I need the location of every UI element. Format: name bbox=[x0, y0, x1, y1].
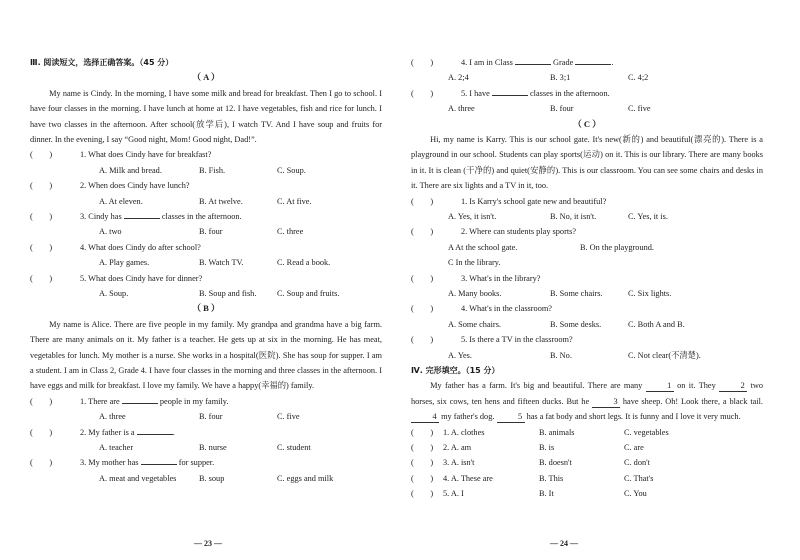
options-b2 bbox=[30, 440, 382, 455]
cloze-text: a fat body and short legs. It is funny and I love it very much. bbox=[539, 412, 741, 422]
question-text-pre: 2. My father is a bbox=[80, 427, 135, 437]
section-3-title: Ⅲ. 阅读短文，选择正确答案。（45 分） bbox=[30, 58, 174, 67]
fill-blank[interactable] bbox=[575, 57, 614, 67]
option-a: A. Soup. bbox=[99, 289, 129, 299]
question-text-post: classes in the afternoon. bbox=[529, 88, 610, 98]
option-c: C. five bbox=[628, 104, 651, 114]
question-text bbox=[80, 394, 382, 409]
cloze-text: has bbox=[526, 412, 538, 422]
question-b5 bbox=[411, 86, 763, 101]
answer-bracket[interactable]: ( ) bbox=[411, 427, 434, 437]
option-a: A. teacher bbox=[99, 443, 134, 453]
section-4-title: Ⅳ. 完形填空。（15 分） bbox=[411, 366, 500, 375]
question-text: 5. What does Cindy have for dinner? bbox=[80, 273, 203, 283]
options-b1 bbox=[30, 409, 382, 424]
option-b: B. four bbox=[199, 227, 223, 237]
question-b2 bbox=[30, 425, 382, 440]
option-b: B. nurse bbox=[199, 443, 227, 453]
option-c: C. Both A and B. bbox=[628, 319, 685, 329]
answer-bracket[interactable]: ( ) bbox=[30, 458, 53, 468]
cloze-blank-5[interactable]: 5 bbox=[497, 412, 525, 423]
options-a1 bbox=[30, 163, 382, 178]
option-c: C. student bbox=[277, 443, 311, 453]
answer-bracket[interactable]: ( ) bbox=[30, 273, 53, 283]
option-c: C. Not clear(不清楚). bbox=[628, 350, 701, 360]
question-a2 bbox=[30, 178, 382, 193]
option-b: B. Some desks. bbox=[550, 319, 602, 329]
option-b: B. It bbox=[539, 489, 554, 499]
cloze-options-5 bbox=[443, 486, 763, 501]
question-text-pre: 5. I have bbox=[461, 88, 490, 98]
question-a5 bbox=[30, 271, 382, 286]
question-text-pre: 3. My mother has bbox=[80, 458, 139, 468]
page-number-right: — 24 — bbox=[550, 539, 578, 548]
cloze-options-1 bbox=[443, 425, 763, 440]
answer-bracket[interactable]: ( ) bbox=[411, 443, 434, 453]
cloze-options-2 bbox=[443, 440, 763, 455]
option-b: B. No, it isn't. bbox=[550, 212, 597, 222]
answer-bracket[interactable]: ( ) bbox=[30, 427, 53, 437]
question-text-post: . bbox=[172, 427, 175, 437]
cloze-passage bbox=[411, 378, 763, 424]
option-b: B. On the playground. bbox=[580, 242, 654, 252]
option-c: C. You bbox=[624, 489, 647, 499]
option-c: C. don't bbox=[624, 458, 650, 468]
option-c: C. are bbox=[624, 443, 644, 453]
page-number-left: — 23 — bbox=[194, 539, 222, 548]
option-b: B. Fish. bbox=[199, 165, 226, 175]
option-a: A. At eleven. bbox=[99, 196, 143, 206]
options-b4 bbox=[411, 70, 763, 85]
cloze-options-4 bbox=[443, 471, 763, 486]
option-a: 5. A. I bbox=[443, 489, 464, 499]
cloze-question-3 bbox=[411, 455, 763, 470]
cloze-question-1 bbox=[411, 425, 763, 440]
option-a: 1. A. clothes bbox=[443, 427, 485, 437]
fill-blank[interactable] bbox=[122, 396, 158, 404]
option-a: A. Yes, it isn't. bbox=[448, 212, 497, 222]
cloze-question-5 bbox=[411, 486, 763, 501]
fill-blank[interactable] bbox=[137, 427, 173, 435]
answer-bracket[interactable]: ( ) bbox=[411, 196, 434, 206]
question-text-post: . bbox=[611, 58, 614, 67]
option-a: A. two bbox=[99, 227, 122, 237]
cloze-blank-2[interactable]: 2 bbox=[719, 381, 747, 392]
options-a4 bbox=[30, 255, 382, 270]
answer-bracket[interactable]: ( ) bbox=[411, 227, 434, 237]
question-text bbox=[80, 209, 382, 224]
cloze-blank-1[interactable]: 1 bbox=[646, 381, 674, 392]
answer-bracket[interactable]: ( ) bbox=[411, 273, 434, 283]
options-b3 bbox=[30, 471, 382, 486]
option-a: A. three bbox=[99, 412, 126, 422]
option-a: A. Some chairs. bbox=[448, 319, 501, 329]
cloze-blank-3[interactable]: 3 bbox=[592, 397, 620, 408]
question-b4 bbox=[411, 55, 763, 70]
question-text-post: for supper. bbox=[178, 458, 215, 468]
cloze-text: They bbox=[698, 381, 716, 391]
options-c1 bbox=[411, 209, 763, 224]
passage-b-text: My name is Alice. There are five people in my family. My grandpa and grandma have a big farm. There are many animals on it. My father is a teacher. He gets up at six in the morning. He has meat, vegetables for lunch. My mother is a nurse. She works in a hospital(医院). She has soup for supper. I am a student. I am in Class 2, Grade 4. I have four classes in the morning and three classes in the afternoon. I have eggs and milk for breakfast. I love my family. We have a happy(幸福的) family. bbox=[30, 319, 382, 391]
option-c: C. five bbox=[277, 412, 300, 422]
option-a: A. 2;4 bbox=[448, 73, 469, 83]
fill-blank[interactable] bbox=[141, 457, 177, 465]
cloze-text: two horses, six cows, ten hens and fifteen ducks. But he bbox=[411, 381, 764, 406]
options-c4 bbox=[411, 317, 763, 332]
options-a2 bbox=[30, 194, 382, 209]
option-b: B. is bbox=[539, 443, 555, 453]
option-c: C. Six lights. bbox=[628, 289, 672, 299]
question-c4 bbox=[411, 301, 763, 316]
option-a: A. Yes. bbox=[448, 350, 472, 360]
option-b: B. four bbox=[199, 412, 223, 422]
option-c: C. Soup. bbox=[277, 165, 306, 175]
options-a5 bbox=[30, 286, 382, 301]
question-c2 bbox=[411, 224, 763, 239]
cloze-options-3 bbox=[443, 455, 763, 470]
question-text: 5. Is there a TV in the classroom? bbox=[461, 335, 573, 345]
option-c: C. Read a book. bbox=[277, 258, 331, 268]
question-text-mid: Grade bbox=[553, 58, 574, 67]
question-text bbox=[80, 425, 382, 440]
option-b: B. Watch TV. bbox=[199, 258, 244, 268]
options-a3 bbox=[30, 224, 382, 239]
question-c1 bbox=[411, 194, 763, 209]
options-c2-line2 bbox=[411, 255, 763, 270]
passage-b-label: （ B ） bbox=[192, 303, 220, 314]
question-b3 bbox=[30, 455, 382, 470]
options-c2 bbox=[411, 240, 763, 255]
option-a: A At the school gate. bbox=[448, 242, 518, 252]
option-c: C In the library. bbox=[448, 258, 501, 268]
fill-blank[interactable] bbox=[124, 211, 160, 219]
question-c5 bbox=[411, 332, 763, 347]
option-a: 3. A. isn't bbox=[443, 458, 475, 468]
answer-bracket[interactable]: ( ) bbox=[411, 458, 434, 468]
cloze-question-2 bbox=[411, 440, 763, 455]
question-text: 2. When does Cindy have lunch? bbox=[80, 181, 190, 191]
options-c3 bbox=[411, 286, 763, 301]
answer-bracket[interactable]: ( ) bbox=[411, 335, 434, 345]
option-b: B. Some chairs. bbox=[550, 289, 603, 299]
option-a: 2. A. am bbox=[443, 443, 472, 453]
question-text-pre: 1. There are bbox=[80, 396, 120, 406]
question-c3 bbox=[411, 271, 763, 286]
option-a: A. Play games. bbox=[99, 258, 150, 268]
answer-bracket[interactable]: ( ) bbox=[411, 489, 434, 499]
question-text bbox=[80, 455, 382, 470]
fill-blank[interactable] bbox=[492, 88, 528, 96]
option-b: B. soup bbox=[199, 473, 225, 483]
cloze-question-4 bbox=[411, 471, 763, 486]
answer-bracket[interactable]: ( ) bbox=[411, 304, 434, 314]
option-c: C. Soup and fruits. bbox=[277, 289, 340, 299]
option-c: C. three bbox=[277, 227, 304, 237]
option-c: C. Yes, it is. bbox=[628, 212, 668, 222]
option-b: B. animals bbox=[539, 427, 575, 437]
question-text: 4. What's in the classroom? bbox=[461, 304, 552, 314]
right-page bbox=[411, 55, 763, 502]
question-text-pre: 4. I am in Class bbox=[461, 58, 513, 67]
answer-bracket[interactable]: ( ) bbox=[411, 58, 434, 67]
option-b: B. No. bbox=[550, 350, 572, 360]
question-text bbox=[461, 86, 763, 101]
cloze-text: my father's dog. bbox=[441, 412, 495, 422]
option-b: B. At twelve. bbox=[199, 196, 243, 206]
question-b1 bbox=[30, 394, 382, 409]
option-c: C. vegetables bbox=[624, 427, 669, 437]
question-text: 1. Is Karry's school gate new and beautiful? bbox=[461, 196, 607, 206]
options-c5 bbox=[411, 348, 763, 363]
cloze-blank-4[interactable]: 4 bbox=[411, 412, 439, 423]
question-text-pre: 3. Cindy has bbox=[80, 212, 122, 222]
question-a1 bbox=[30, 147, 382, 162]
question-a4 bbox=[30, 240, 382, 255]
option-a: A. Milk and bread. bbox=[99, 165, 162, 175]
option-a: 4. A. These are bbox=[443, 473, 493, 483]
option-b: B. This bbox=[539, 473, 564, 483]
option-c: C. That's bbox=[624, 473, 654, 483]
passage-a-text: My name is Cindy. In the morning, I have some milk and bread for breakfast. Then I go to school. I have four classes in the morning. I have lunch at home at 12. I have vegetables, fish and rice for lunch. I have two classes in the afternoon. After school(放学后), I watch TV. And I have soup and fruits for dinner. In the evening, I say “Good night, Mom! Good night, Dad!”. bbox=[30, 88, 382, 145]
question-text: 2. Where can students play sports? bbox=[461, 227, 577, 237]
cloze-text: My father has a farm. It's big and beautiful. There are many bbox=[430, 381, 643, 391]
question-text: 3. What's in the library? bbox=[461, 273, 541, 283]
cloze-text: on it. bbox=[677, 381, 696, 391]
question-text-post: people in my family. bbox=[159, 396, 229, 406]
option-b: B. 3;1 bbox=[550, 73, 571, 83]
question-text: 4. What does Cindy do after school? bbox=[80, 242, 201, 252]
fill-blank[interactable] bbox=[515, 57, 551, 65]
left-page bbox=[30, 55, 382, 486]
answer-bracket[interactable]: ( ) bbox=[30, 150, 53, 160]
option-b: B. Soup and fish. bbox=[199, 289, 257, 299]
answer-bracket[interactable]: ( ) bbox=[30, 181, 53, 191]
cloze-text: have sheep. Oh! Look there, a black tail. bbox=[622, 396, 763, 406]
question-text: 1. What does Cindy have for breakfast? bbox=[80, 150, 212, 160]
passage-a-label: （ A ） bbox=[192, 72, 220, 83]
option-b: B. four bbox=[550, 104, 574, 114]
answer-bracket[interactable]: ( ) bbox=[30, 396, 53, 406]
option-a: A. meat and vegetables bbox=[99, 473, 177, 483]
answer-bracket[interactable]: ( ) bbox=[411, 473, 434, 483]
option-c: C. 4;2 bbox=[628, 73, 649, 83]
option-a: A. three bbox=[448, 104, 475, 114]
answer-bracket[interactable]: ( ) bbox=[30, 212, 53, 222]
question-a3 bbox=[30, 209, 382, 224]
answer-bracket[interactable]: ( ) bbox=[30, 242, 53, 252]
option-c: C. eggs and milk bbox=[277, 473, 334, 483]
option-a: A. Many books. bbox=[448, 289, 502, 299]
option-b: B. doesn't bbox=[539, 458, 572, 468]
passage-c-text: Hi, my name is Karry. This is our school gate. It's new(新的) and beautiful(漂亮的). There is a playground in our school. Students can play sports(运动) on it. This is our library. There are many books in it. It is clean (干净的) and quiet(安静的). This is our classroom. You can see some chairs and desks in it. There are six lights and a TV in it, too. bbox=[411, 135, 763, 191]
options-b5 bbox=[411, 101, 763, 116]
question-text-post: classes in the afternoon. bbox=[161, 212, 242, 222]
question-text bbox=[461, 55, 763, 70]
answer-bracket[interactable]: ( ) bbox=[411, 88, 434, 98]
passage-c-label: （ C ） bbox=[573, 118, 601, 129]
option-c: C. At five. bbox=[277, 196, 312, 206]
